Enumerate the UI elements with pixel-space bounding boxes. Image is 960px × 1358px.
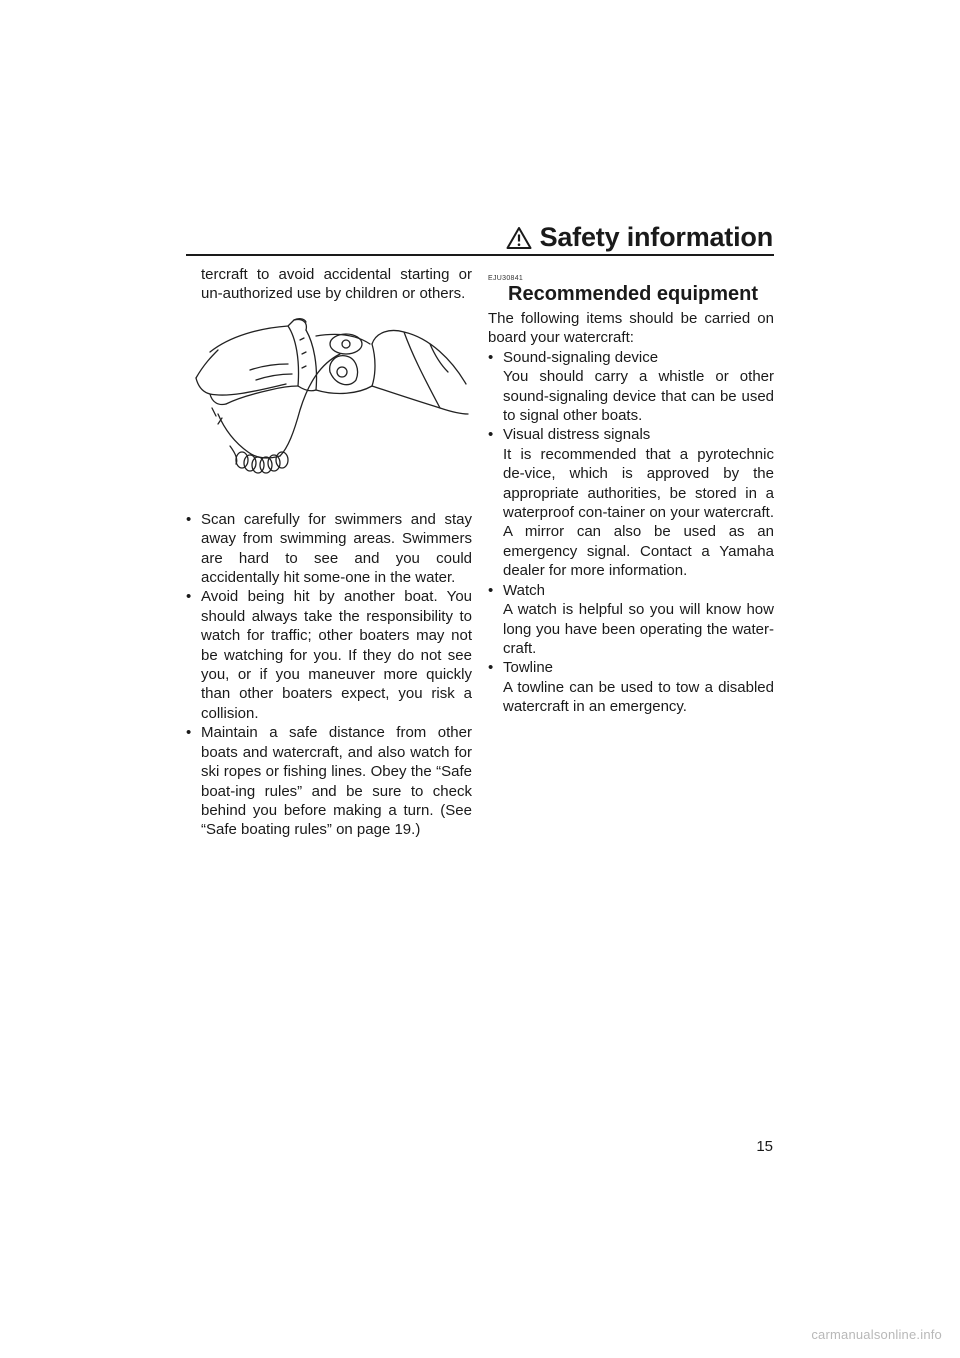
left-column: [186, 265, 472, 840]
list-item: [488, 658, 774, 716]
safety-bullet-list: [186, 510, 472, 840]
item-detail: A watch is helpful so you will know how long you have been operating the water-craft.: [503, 601, 774, 657]
page-number: 15: [756, 1138, 773, 1155]
item-name: Sound-signaling device: [503, 348, 659, 366]
section-code: EJU30841: [488, 275, 524, 282]
section-intro: The following items should be carried on board your watercraft:: [488, 310, 774, 347]
item-detail: You should carry a whistle or other sound-signaling device that can be used to signal other boats.: [503, 368, 774, 425]
item-name: Towline: [503, 659, 554, 677]
continued-paragraph: tercraft to avoid accidental starting or un-authorized use by children or others.: [201, 266, 472, 303]
wrist-lanyard-drawing: [190, 314, 472, 492]
right-column: [488, 275, 774, 717]
header-title-text: Safety information: [539, 222, 773, 252]
list-item: • Maintain a safe distance from other boats and watercraft, and also watch for ski ropes or fishing lines. Obey the “Safe boat-ing rules” and be sure to check behind you before making a turn. (See “Safe boating rules” on page 19.): [186, 723, 472, 839]
list-item: [488, 348, 774, 426]
list-item: [488, 581, 774, 659]
page-header-title: [506, 222, 773, 253]
item-name: Visual distress signals: [503, 426, 651, 444]
list-item: • Scan carefully for swimmers and stay away from swimming areas. Swimmers are hard to see and you could accidentally hit some-one in the water.: [186, 510, 472, 588]
header-divider: [186, 254, 774, 256]
item-detail: It is recommended that a pyrotechnic de-vice, which is approved by the appropriate authorities, be stored in a waterproof con-tainer on your watercraft. A mirror can also be used as an emergency signal. Contact a Yamaha dealer for more information.: [503, 445, 774, 580]
equipment-list: [488, 348, 774, 717]
section-heading: Recommended equipment: [508, 283, 759, 305]
item-detail: A towline can be used to tow a disabled watercraft in an emergency.: [503, 678, 774, 716]
list-item: [488, 425, 774, 580]
list-item: • Avoid being hit by another boat. You should always take the responsibility to watch for traffic; other boaters may not be watching for you. If they do not see you, or if you maneuver more quickly than other boaters expect, you risk a collision.: [186, 587, 472, 723]
warning-icon: [506, 226, 532, 250]
watermark: carmanualsonline.info: [811, 1327, 942, 1342]
item-name: Watch: [503, 581, 545, 599]
lanyard-illustration: [190, 314, 472, 492]
